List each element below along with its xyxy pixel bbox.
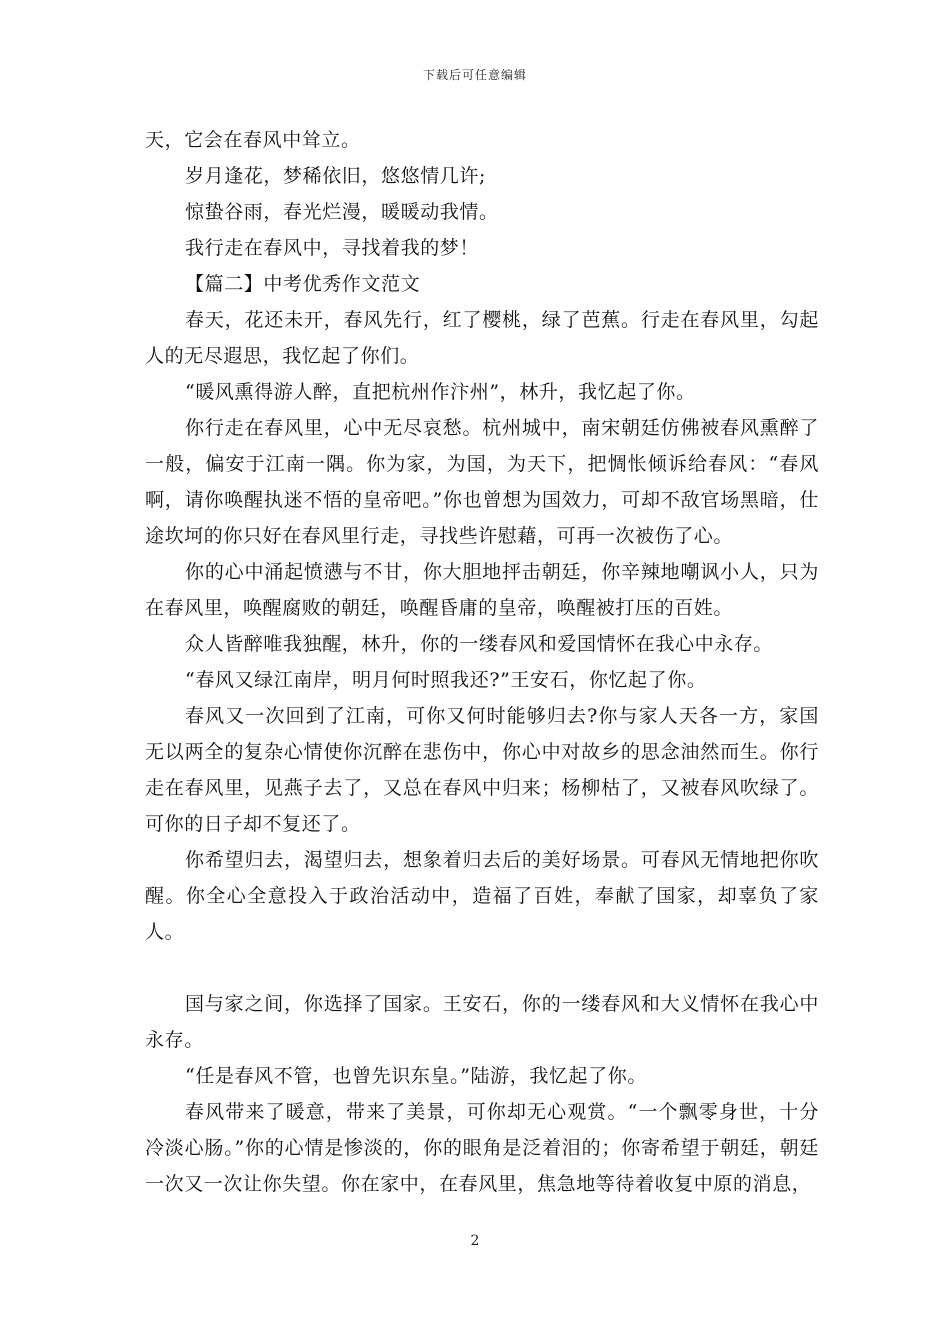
paragraph-continuation: 天，它会在春风中耸立。 [145, 129, 361, 151]
paragraph: “春风又绿江南岸，明月何时照我还?”王安石，你忆起了你。 [185, 669, 707, 691]
paragraph: 你希望归去，渴望归去，想象着归去后的美好场景。可春风无情地把你吹醒。你全心全意投入于政治活动中，造福了百姓，奉献了国家，却辜负了家人。 [145, 849, 819, 943]
paragraph: 春风带来了暖意，带来了美景，可你却无心观赏。“一个飘零身世，十分冷淡心肠。”你的心情是惨淡的，你的眼角是泛着泪的；你寄希望于朝廷，朝廷一次又一次让你失望。你在家中，在春风里，焦急地等待着收复中原的消息， [145, 1101, 819, 1195]
paragraph: 你的心中涌起愤懑与不甘，你大胆地抨击朝廷，你辛辣地嘲讽小人，只为在春风里，唤醒腐败的朝廷，唤醒昏庸的皇帝，唤醒被打压的百姓。 [145, 561, 819, 619]
header-note: 下载后可任意编辑 [422, 68, 527, 82]
poem-line: 惊蛰谷雨，春光烂漫，暖暖动我情。 [185, 201, 499, 223]
paragraph: 春天，花还未开，春风先行，红了樱桃，绿了芭蕉。行走在春风里，勾起人的无尽遐思，我忆起了你们。 [145, 309, 819, 367]
document-body [145, 122, 819, 1202]
paragraph: 众人皆醉唯我独醒，林升，你的一缕春风和爱国情怀在我心中永存。 [185, 633, 774, 655]
paragraph: 春风又一次回到了江南，可你又何时能够归去?你与家人天各一方，家国无以两全的复杂心情使你沉醉在悲伤中，你心中对故乡的思念油然而生。你行走在春风里，见燕子去了，又总在春风中归来；杨柳枯了，又被春风吹绿了。可你的日子却不复还了。 [145, 705, 819, 835]
paragraph: 我行走在春风中，寻找着我的梦！ [185, 237, 480, 259]
blank-line [145, 950, 819, 986]
poem-line: 岁月逢花，梦稀依旧，悠悠情几许; [185, 165, 487, 187]
page-number: 2 [470, 1233, 480, 1249]
section-heading: 【篇二】中考优秀作文范文 [185, 273, 421, 295]
paragraph: 你行走在春风里，心中无尽哀愁。杭州城中，南宋朝廷仿佛被春风熏醉了一般，偏安于江南一隅。你为家，为国，为天下，把惆怅倾诉给春风：“春风啊，请你唤醒执迷不悟的皇帝吧。”你也曾想为国效力，可却不敌官场黑暗，仕途坎坷的你只好在春风里行走，寻找些许慰藉，可再一次被伤了心。 [145, 417, 819, 547]
paragraph: “暖风熏得游人醉，直把杭州作汴州”，林升，我忆起了你。 [185, 381, 696, 403]
paragraph: 国与家之间，你选择了国家。王安石，你的一缕春风和大义情怀在我心中永存。 [145, 993, 819, 1051]
paragraph: “任是春风不管，也曾先识东皇。”陆游，我忆起了你。 [185, 1065, 647, 1087]
